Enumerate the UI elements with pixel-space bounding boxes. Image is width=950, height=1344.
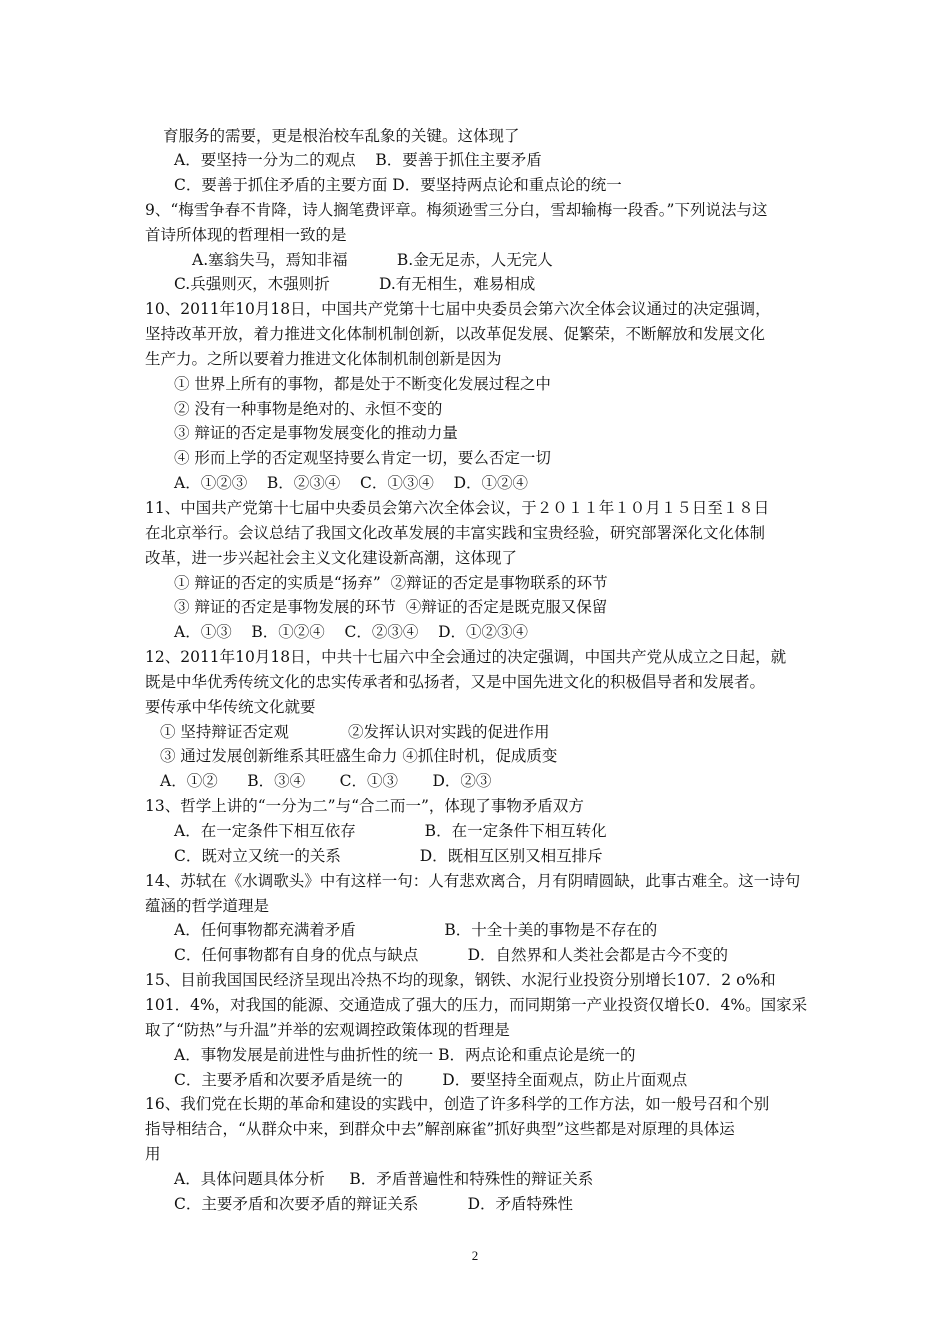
text-line: 13、哲学上讲的“一分为二”与“合二而一”，体现了事物矛盾双方: [145, 797, 584, 815]
text-line: ① 坚持辩证否定观 ②发挥认识对实践的促进作用: [160, 723, 550, 741]
page-number: 2: [471, 1248, 479, 1263]
text-line: 11、中国共产党第十七届中央委员会第六次全体会议，于２０１１年１０月１５日至１８日: [145, 499, 770, 517]
text-line: 指导相结合，“从群众中来，到群众中去”解剖麻雀”抓好典型”这些都是对原理的具体运: [145, 1120, 735, 1138]
text-line: 坚持改革开放，着力推进文化体制机制创新，以改革促发展、促繁荣，不断解放和发展文化: [145, 325, 766, 343]
text-line: C．既对立又统一的关系 D．既相互区别又相互排斥: [174, 847, 603, 865]
text-line: ③ 通过发展创新维系其旺盛生命力 ④抓住时机，促成质变: [160, 747, 558, 765]
text-line: 首诗所体现的哲理相一致的是: [145, 226, 347, 244]
text-line: ① 辩证的否定的实质是“扬弃” ②辩证的否定是事物联系的环节: [174, 574, 608, 592]
text-line: 改革，进一步兴起社会主义文化建设新高潮，这体现了: [145, 549, 518, 567]
text-line: 既是中华优秀传统文化的忠实传承者和弘扬者，又是中国先进文化的积极倡导者和发展者。: [145, 673, 766, 691]
text-line: 在北京举行。会议总结了我国文化改革发展的丰富实践和宝贵经验，研究部署深化文化体制: [145, 524, 766, 542]
text-line: A．①② B．③④ C．①③ D．②③: [160, 772, 492, 790]
text-line: 蕴涵的哲学道理是: [145, 897, 270, 915]
text-line: 育服务的需要，更是根治校车乱象的关键。这体现了: [163, 127, 520, 145]
text-line: A．事物发展是前进性与曲折性的统一 B．两点论和重点论是统一的: [174, 1046, 636, 1064]
text-line: A．具体问题具体分析 B．矛盾普遍性和特殊性的辩证关系: [174, 1170, 594, 1188]
text-line: ② 没有一种事物是绝对的、永恒不变的: [174, 400, 443, 418]
text-line: A．①②③ B．②③④ C．①③④ D．①②④: [174, 474, 528, 492]
text-line: 15、目前我国国民经济呈现出冷热不均的现象，钢铁、水泥行业投资分别增长107．2 o%和: [145, 971, 776, 989]
text-line: A．①③ B．①②④ C．②③④ D．①②③④: [174, 623, 528, 641]
text-line: A．在一定条件下相互依存 B．在一定条件下相互转化: [174, 822, 607, 840]
text-line: ① 世界上所有的事物，都是处于不断变化发展过程之中: [174, 375, 551, 393]
text-line: ④ 形而上学的否定观坚持要么肯定一切，要么否定一切: [174, 449, 551, 467]
text-line: C．要善于抓住矛盾的主要方面 D．要坚持两点论和重点论的统一: [174, 176, 622, 194]
text-line: 用: [145, 1145, 161, 1163]
text-line: C．主要矛盾和次要矛盾是统一的 D．要坚持全面观点，防止片面观点: [174, 1071, 688, 1089]
text-line: ③ 辩证的否定是事物发展的环节 ④辩证的否定是既克服又保留: [174, 598, 608, 616]
text-line: A．任何事物都充满着矛盾 B．十全十美的事物是不存在的: [174, 921, 658, 939]
text-line: C.兵强则灭，木强则折 D.有无相生，难易相成: [174, 275, 536, 293]
text-line: C．主要矛盾和次要矛盾的辩证关系 D．矛盾特殊性: [174, 1195, 574, 1213]
text-line: ③ 辩证的否定是事物发展变化的推动力量: [174, 424, 458, 442]
text-line: 生产力。之所以要着力推进文化体制机制创新是因为: [145, 350, 502, 368]
text-line: A.塞翁失马，焉知非福 B.金无足赤，人无完人: [192, 251, 553, 269]
text-line: 10、2011年10月18日，中国共产党第十七届中央委员会第六次全体会议通过的决定强调，: [145, 300, 771, 318]
text-line: 16、我们党在长期的革命和建设的实践中，创造了许多科学的工作方法，如一般号召和个别: [145, 1095, 770, 1113]
text-line: 12、2011年10月18日，中共十七届六中全会通过的决定强调，中国共产党从成立之日起，就: [145, 648, 787, 666]
text-line: 14、苏轼在《水调歌头》中有这样一句：人有悲欢离合，月有阴晴圆缺，此事古难全。这一诗句: [145, 872, 801, 890]
text-line: C．任何事物都有自身的优点与缺点 D．自然界和人类社会都是古今不变的: [174, 946, 729, 964]
text-line: 取了“防热”与升温”并举的宏观调控政策体现的哲理是: [145, 1021, 510, 1039]
text-line: 9、“梅雪争春不肯降，诗人搁笔费评章。梅须逊雪三分白，雪却输梅一段香。”下列说法与这: [145, 201, 768, 219]
text-line: 101．4%，对我国的能源、交通造成了强大的压力，而同期第一产业投资仅增长0．4%。国家采: [145, 996, 808, 1014]
text-line: 要传承中华传统文化就要: [145, 698, 316, 716]
text-line: A．要坚持一分为二的观点 B．要善于抓住主要矛盾: [174, 151, 542, 169]
